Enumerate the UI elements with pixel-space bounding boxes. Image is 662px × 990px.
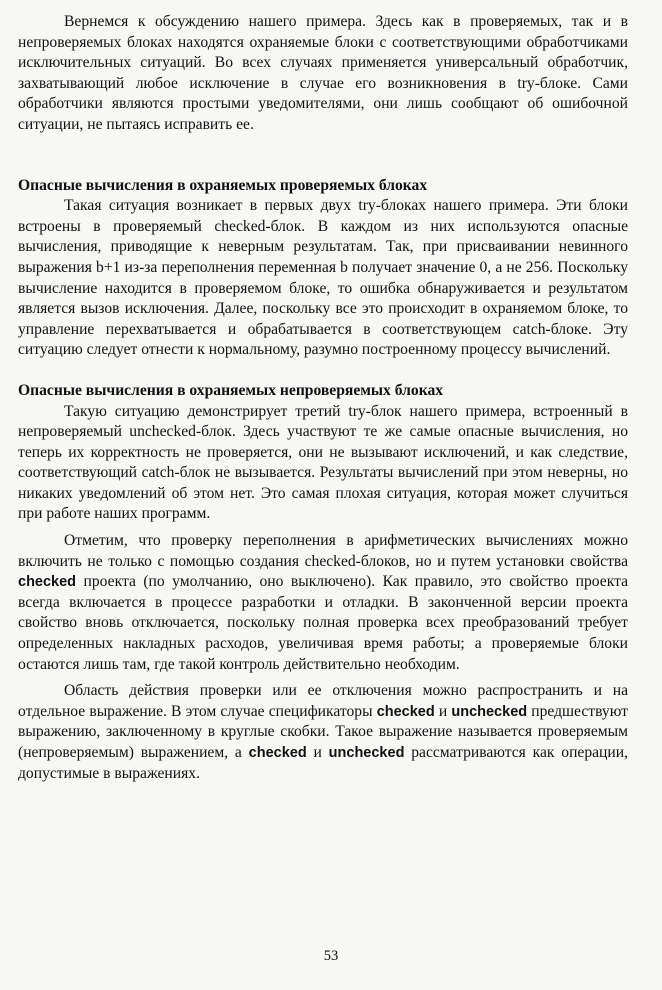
project-property-paragraph	[18, 531, 628, 675]
text-segment: и	[434, 702, 452, 720]
keyword-checked: checked	[248, 745, 307, 761]
text-segment: Отметим, что проверку переполнения в арифметических вычислениях можно включить не только с помощью создания checked-блоков, но и путем установки свойства	[18, 532, 628, 570]
keyword-unchecked: unchecked	[451, 703, 528, 720]
heading-unchecked-blocks: Опасные вычисления в охраняемых непроверяемых блоках	[18, 381, 444, 399]
page-number: 53	[323, 948, 339, 964]
unchecked-blocks-paragraph: Такую ситуацию демонстрирует третий try-блок нашего примера, встроенный в непроверяемый unchecked-блок. Здесь участвуют те же самые опасные вычисления, но теперь их корректность не проверяется, они не вызывают исключений, и как следствие, соответствующий catch-блок не вызывается. Результаты вычислений при этом неверны, но никаких уведомлений об этом нет. Это самая плохая ситуация, которая может случиться при работе наших программ.	[18, 402, 628, 523]
keyword-checked: checked	[18, 574, 77, 591]
expression-scope-paragraph	[18, 681, 628, 784]
text-segment: проекта (по умолчанию, оно выключено). Как правило, это свойство проекта всегда включается в процессе разработки и отладки. В законченной версии проекта свойство вновь отключается, поскольку полная проверка всех преобразований требует определенных накладных расходов, увеличивая время работы; а проверяемые блоки остаются лишь там, где такой контроль действительно необходим.	[18, 573, 628, 673]
keyword-unchecked: unchecked	[328, 745, 405, 761]
intro-paragraph: Вернемся к обсуждению нашего примера. Здесь как в проверяемых, так и в непроверяемых блоках находятся охраняемые блоки с соответствующими обработчиками исключительных ситуаций. Во всех случаях применяется универсальный обработчик, захватывающий любое исключение в случае его возникновения в try-блоке. Сами обработчики являются простыми уведомителями, они лишь сообщают об ошибочной ситуации, не пытаясь исправить ее.	[18, 13, 628, 133]
text-segment: рассматриваются как операции, допустимые в выражениях.	[18, 744, 628, 782]
text-segment: Область действия проверки или ее отключения можно распространить и на отдельное выражение. В этом случае спецификаторы	[18, 682, 628, 720]
keyword-checked: checked	[376, 703, 435, 720]
text-segment: предшествуют выражению, заключенному в круглые скобки. Такое выражение называется проверяемым (непроверяемым) выражением, а	[18, 702, 628, 761]
text-segment: и	[306, 744, 329, 761]
checked-blocks-paragraph: Такая ситуация возникает в первых двух try-блоках нашего примера. Эти блоки встроены в проверяемый checked-блок. В каждом из них используются опасные вычисления, приводящие к неверным результатам. Так, при присваивании невинного выражения b+1 из-за переполнения переменная b получает значение 0, а не 256. Поскольку вычисление находится в проверяемом блоке, то ошибка обнаруживается и результатом является вызов исключения. Далее, поскольку все это происходит в охраняемом блоке, то управление перехватывается и обрабатывается в соответствующем catch-блоке. Эту ситуацию следует отнести к нормальному, разумно построенному процессу вычислений.	[18, 197, 628, 359]
heading-checked-blocks: Опасные вычисления в охраняемых проверяемых блоках	[18, 176, 428, 194]
